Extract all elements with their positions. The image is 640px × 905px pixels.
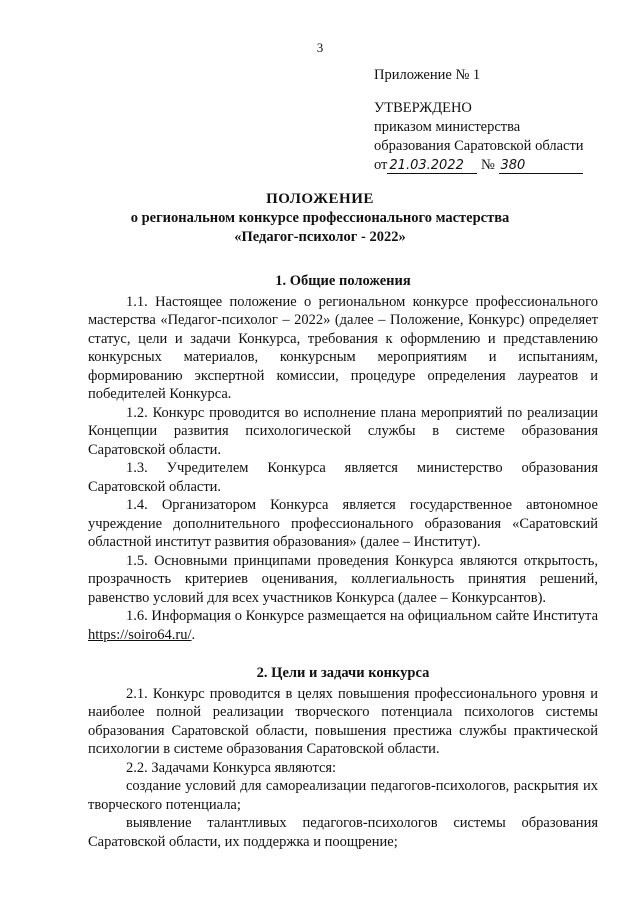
paragraph-1-4: 1.4. Организатором Конкурса является государственное автономное учреждение дополнительного профессионального образования «Саратовский областной институт развития образования» (далее – Институт). [88, 497, 598, 550]
paragraph-1-6-text: 1.6. Информация о Конкурсе размещается на официальном сайте Института [126, 608, 598, 624]
decree-number: 380 [499, 158, 583, 174]
decree-date: 21.03.2022 [387, 158, 477, 174]
approval-line-1: приказом министерства [374, 119, 521, 135]
document-body [88, 272, 598, 851]
paragraph-2-3: создание условий для самореализации педагогов-психологов, раскрытия их творческого потенциала; [88, 778, 598, 813]
section-heading-1: 1. Общие положения [275, 273, 411, 289]
paragraph-2-2: 2.2. Задачами Конкурса являются: [126, 759, 337, 776]
paragraph-1-6 [88, 607, 598, 644]
decree-line [374, 156, 614, 175]
paragraph-1-1: 1.1. Настоящее положение о региональном конкурсе профессионального мастерства «Педагог-психолог – 2022» (далее – Положение, Конкурс) определяет статус, цели и задачи Конкурса, требования к оформлению и представлению конкурсных материалов, конкурсным мероприятиям и испытаниям, формированию экспертной комиссии, процедуре определения лауреатов и победителей Конкурса. [88, 293, 598, 402]
from-label: от [374, 157, 388, 173]
approval-block [374, 66, 614, 175]
paragraph-1-2: 1.2. Конкурс проводится во исполнение плана мероприятий по реализации Концепции развития психологической службы в системе образования Саратовской области. [88, 404, 598, 458]
spacer [374, 85, 614, 99]
page-number: 3 [316, 40, 324, 55]
paragraph-2-1: 2.1. Конкурс проводится в целях повышения профессионального уровня и наиболее полной реализации творческого потенциала психологов системы образования Саратовской области, повышения престижа службы практической психологии в системе образования Саратовской области. [88, 685, 598, 757]
paragraph-1-5: 1.5. Основными принципами проведения Конкурса являются открытость, прозрачность критериев оценивания, коллегиальность принятия решений, равенство условий для всех участников Конкурса (далее – Конкурсантов). [88, 552, 598, 606]
document-title [0, 190, 640, 247]
title-line-1: о региональном конкурсе профессионального мастерства [130, 210, 510, 226]
approval-line-2: образования Саратовской области [374, 138, 584, 154]
appendix-label: Приложение № 1 [374, 67, 481, 83]
paragraph-1-3: 1.3. Учредителем Конкурса является министерство образования Саратовской области. [88, 460, 598, 495]
number-label: № [481, 157, 495, 173]
institute-website-link[interactable]: https://soiro64.ru/ [88, 626, 192, 643]
section-heading-2: 2. Цели и задачи конкурса [256, 665, 430, 681]
title-main: ПОЛОЖЕНИЕ [266, 191, 374, 207]
paragraph-1-6-end: . [191, 626, 196, 643]
paragraph-2-4: выявление талантливых педагогов-психологов системы образования Саратовской области, их поддержка и поощрение; [88, 815, 598, 850]
title-line-2: «Педагог-психолог - 2022» [234, 229, 406, 245]
approved-label: УТВЕРЖДЕНО [374, 100, 472, 116]
